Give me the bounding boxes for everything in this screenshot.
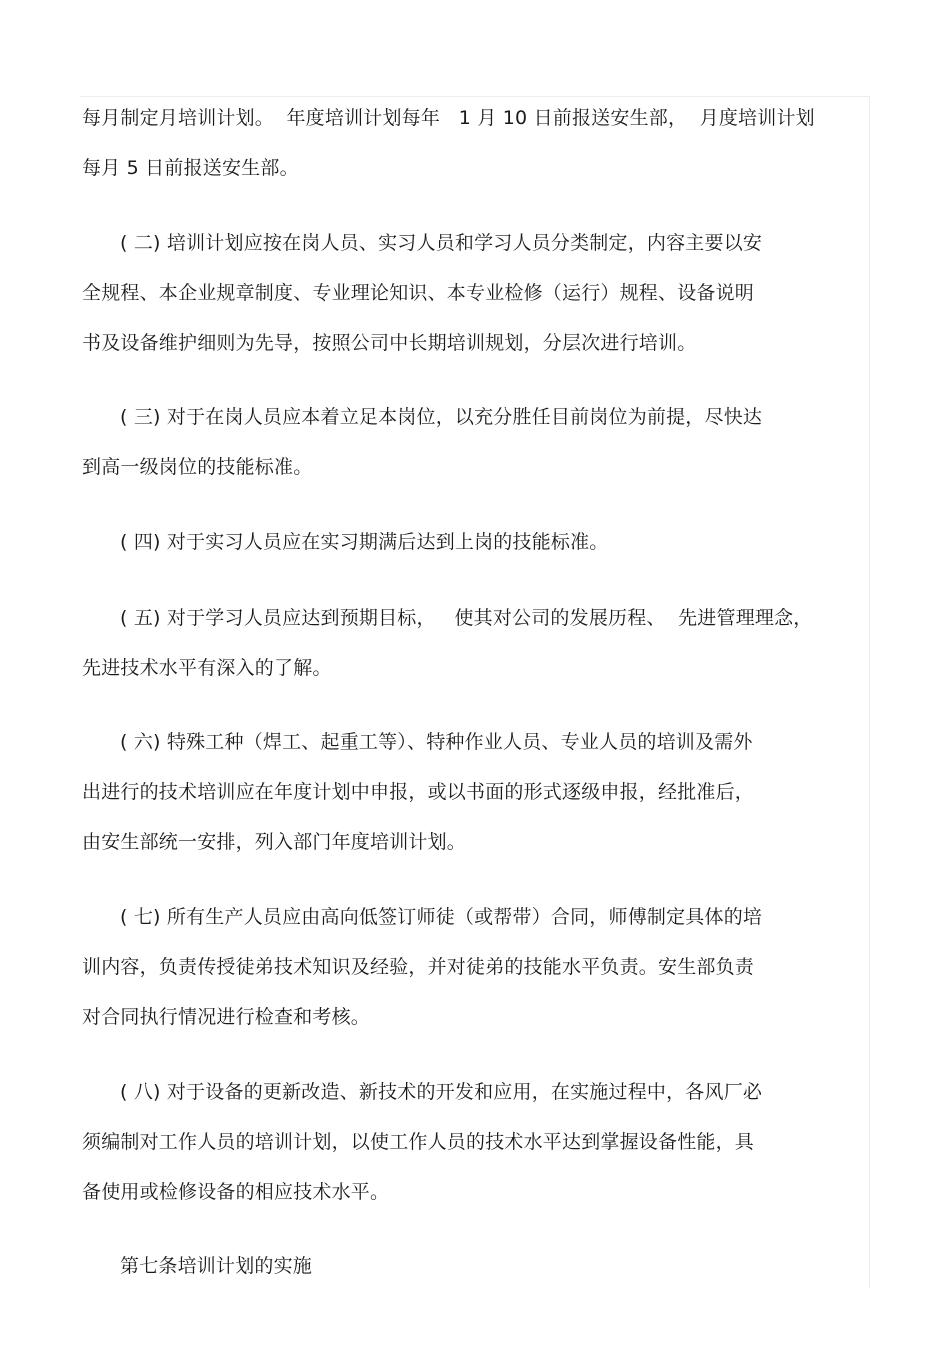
paragraph-line: 须编制对工作人员的培训计划，以使工作人员的技术水平达到掌握设备性能，具 (82, 1131, 755, 1153)
paragraph-line: 每月 5 日前报送安生部。 (82, 157, 299, 179)
paragraph-line: ( 二) 培训计划应按在岗人员、实习人员和学习人员分类制定，内容主要以安 (120, 232, 763, 254)
paragraph-line: 对合同执行情况进行检查和考核。 (82, 1006, 371, 1028)
paragraph-line: 由安生部统一安排，列入部门年度培训计划。 (82, 831, 467, 853)
section-heading: 第七条培训计划的实施 (120, 1255, 313, 1277)
paragraph-line: 备使用或检修设备的相应技术水平。 (82, 1181, 390, 1203)
paragraph-line: 全规程、本企业规章制度、专业理论知识、本专业检修（运行）规程、设备说明 (82, 282, 755, 304)
paragraph-line: 训内容，负责传授徒弟技术知识及经验，并对徒弟的技能水平负责。安生部负责 (82, 956, 755, 978)
paragraph-line: ( 六) 特殊工种（焊工、起重工等）、特种作业人员、专业人员的培训及需外 (120, 731, 753, 753)
paragraph-line: 书及设备维护细则为先导，按照公司中长期培训规划，分层次进行培训。 (82, 332, 697, 354)
paragraph-line: ( 四) 对于实习人员应在实习期满后达到上岗的技能标准。 (120, 531, 609, 553)
paragraph-line: 先进技术水平有深入的了解。 (82, 657, 332, 679)
page-border-top (80, 96, 870, 97)
paragraph-line: 每月制定月培训计划。 年度培训计划每年 1 月 10 日前报送安生部， 月度培训计划 (82, 107, 815, 129)
paragraph-line: ( 五) 对于学习人员应达到预期目标， 使其对公司的发展历程、 先进管理理念， (120, 607, 813, 629)
paragraph-line: ( 八) 对于设备的更新改造、新技术的开发和应用，在实施过程中，各风厂必 (120, 1081, 763, 1103)
paragraph-line: 出进行的技术培训应在年度计划中申报，或以书面的形式逐级申报，经批准后， (82, 781, 755, 803)
paragraph-line: ( 七) 所有生产人员应由高向低签订师徒（或帮带）合同，师傅制定具体的培 (120, 906, 763, 928)
page-border-right (869, 96, 870, 1288)
paragraph-line: 到高一级岗位的技能标准。 (82, 456, 313, 478)
paragraph-line: ( 三) 对于在岗人员应本着立足本岗位，以充分胜任目前岗位为前提，尽快达 (120, 406, 763, 428)
